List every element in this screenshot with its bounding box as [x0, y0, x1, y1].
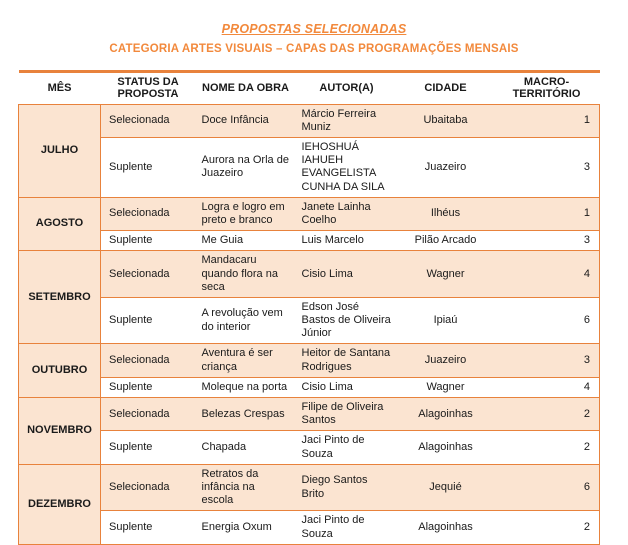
obra-cell: Chapada — [196, 431, 296, 464]
status-cell: Selecionada — [101, 197, 196, 230]
obra-cell: Logra e logro em preto e branco — [196, 197, 296, 230]
status-cell: Selecionada — [101, 344, 196, 377]
table-row — [19, 464, 600, 511]
territorio-cell: 4 — [494, 251, 600, 298]
cidade-cell: Alagoinhas — [398, 511, 494, 544]
table-row — [19, 431, 600, 464]
proposals-table — [18, 70, 600, 545]
obra-cell: Me Guia — [196, 231, 296, 251]
status-cell: Suplente — [101, 431, 196, 464]
territorio-cell: 2 — [494, 511, 600, 544]
territorio-cell: 3 — [494, 138, 600, 198]
status-cell: Suplente — [101, 138, 196, 198]
territorio-cell: 6 — [494, 464, 600, 511]
page-subtitle: CATEGORIA ARTES VISUAIS – CAPAS DAS PROGRAMAÇÕES MENSAIS — [109, 43, 519, 55]
obra-cell: Moleque na porta — [196, 377, 296, 397]
status-cell: Suplente — [101, 511, 196, 544]
territorio-cell: 6 — [494, 297, 600, 344]
table-row — [19, 297, 600, 344]
autor-cell: Luis Marcelo — [296, 231, 398, 251]
cidade-cell: Ubaitaba — [398, 104, 494, 137]
table-row — [19, 251, 600, 298]
territorio-cell: 2 — [494, 398, 600, 431]
month-cell: AGOSTO — [19, 197, 101, 251]
obra-cell: A revolução vem do interior — [196, 297, 296, 344]
table-header-row — [19, 72, 600, 105]
territorio-cell: 1 — [494, 104, 600, 137]
cidade-cell: Juazeiro — [398, 138, 494, 198]
obra-cell: Mandacaru quando flora na seca — [196, 251, 296, 298]
status-cell: Selecionada — [101, 104, 196, 137]
table-row — [19, 344, 600, 377]
column-header-mes: MÊS — [19, 72, 101, 105]
status-cell: Suplente — [101, 231, 196, 251]
month-cell: OUTUBRO — [19, 344, 101, 398]
cidade-cell: Juazeiro — [398, 344, 494, 377]
month-cell: JULHO — [19, 104, 101, 197]
column-header-obra: NOME DA OBRA — [196, 72, 296, 105]
column-header-status: STATUS DA PROPOSTA — [101, 72, 196, 105]
cidade-cell: Alagoinhas — [398, 398, 494, 431]
cidade-cell: Wagner — [398, 251, 494, 298]
cidade-cell: Wagner — [398, 377, 494, 397]
autor-cell: Cisio Lima — [296, 377, 398, 397]
territorio-cell: 3 — [494, 344, 600, 377]
territorio-cell: 2 — [494, 431, 600, 464]
obra-cell: Aventura é ser criança — [196, 344, 296, 377]
column-header-autor: AUTOR(A) — [296, 72, 398, 105]
table-row — [19, 231, 600, 251]
status-cell: Selecionada — [101, 398, 196, 431]
territorio-cell: 1 — [494, 197, 600, 230]
column-header-cidade: CIDADE — [398, 72, 494, 105]
territorio-cell: 3 — [494, 231, 600, 251]
cidade-cell: Alagoinhas — [398, 431, 494, 464]
table-row — [19, 104, 600, 137]
column-header-territorio: MACRO-TERRITÓRIO — [494, 72, 600, 105]
autor-cell: IEHOSHUÁ IAHUEH EVANGELISTA CUNHA DA SILA — [296, 138, 398, 198]
cidade-cell: Ilhéus — [398, 197, 494, 230]
table-row — [19, 197, 600, 230]
autor-cell: Diego Santos Brito — [296, 464, 398, 511]
status-cell: Selecionada — [101, 464, 196, 511]
table-row — [19, 398, 600, 431]
obra-cell: Energia Oxum — [196, 511, 296, 544]
status-cell: Suplente — [101, 297, 196, 344]
cidade-cell: Ipiaú — [398, 297, 494, 344]
status-cell: Suplente — [101, 377, 196, 397]
obra-cell: Belezas Crespas — [196, 398, 296, 431]
territorio-cell: 4 — [494, 377, 600, 397]
table-row — [19, 377, 600, 397]
table-row — [19, 138, 600, 198]
autor-cell: Márcio Ferreira Muniz — [296, 104, 398, 137]
autor-cell: Heitor de Santana Rodrigues — [296, 344, 398, 377]
obra-cell: Doce Infância — [196, 104, 296, 137]
page-title: PROPOSTAS SELECIONADAS — [221, 22, 407, 36]
month-cell: NOVEMBRO — [19, 398, 101, 465]
autor-cell: Filipe de Oliveira Santos — [296, 398, 398, 431]
status-cell: Selecionada — [101, 251, 196, 298]
obra-cell: Aurora na Orla de Juazeiro — [196, 138, 296, 198]
autor-cell: Cisio Lima — [296, 251, 398, 298]
cidade-cell: Pilão Arcado — [398, 231, 494, 251]
month-cell: SETEMBRO — [19, 251, 101, 344]
autor-cell: Edson José Bastos de Oliveira Júnior — [296, 297, 398, 344]
obra-cell: Retratos da infância na escola — [196, 464, 296, 511]
table-row — [19, 511, 600, 544]
autor-cell: Janete Lainha Coelho — [296, 197, 398, 230]
month-cell: DEZEMBRO — [19, 464, 101, 544]
autor-cell: Jaci Pinto de Souza — [296, 431, 398, 464]
autor-cell: Jaci Pinto de Souza — [296, 511, 398, 544]
cidade-cell: Jequié — [398, 464, 494, 511]
